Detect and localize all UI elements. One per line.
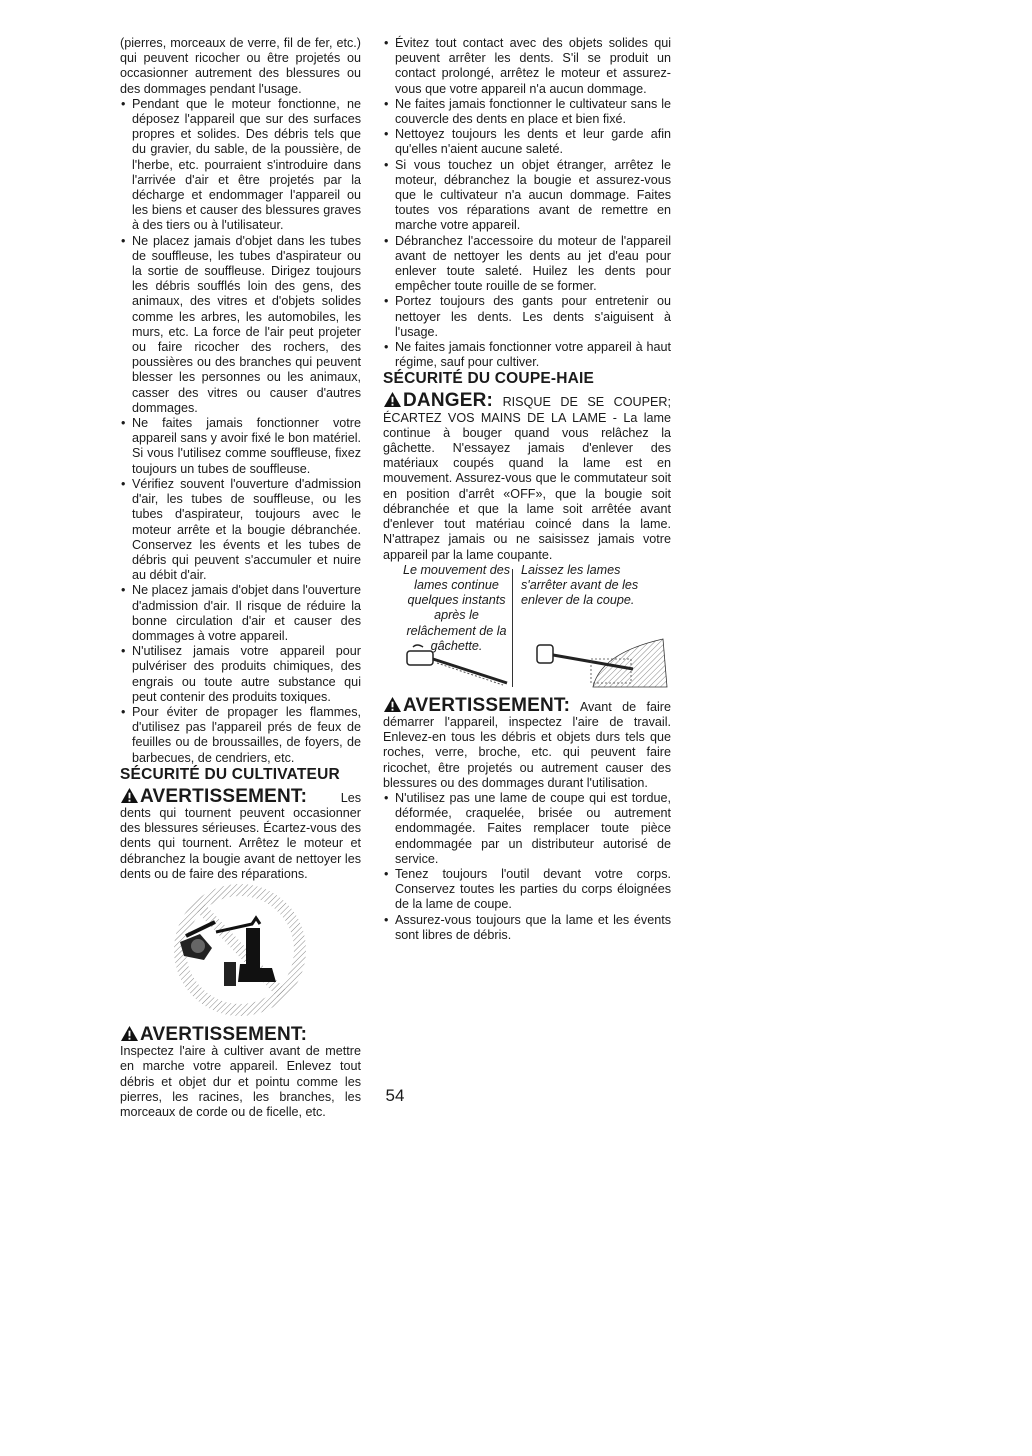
list-item: • Ne placez jamais d'objet dans les tubes de souffleuse, les tubes d'aspirateur ou la sortie de souffleuse. Dirigez toujours les débris soufflés loin des gens, des animaux, des vitres et d'objets solides comme les arbres, les automobiles, les murs, etc. La force de l'air peut projeter ou faire ricocher des rochers, des poussières ou des branches qui peuvent blesser les personnes ou les animaux, casser des vitres ou causer d'autres dommages. (120, 234, 361, 416)
list-item: • Vérifiez souvent l'ouverture d'admission d'air, les tubes de souffleuse, ou les tubes d'aspirateur, toujours avec le moteur arrête et la bougie débranchée. Conservez les évents et les tubes de débris qui peuvent s'accumuler et nuire au débit d'air. (120, 477, 361, 583)
warning-text: Les dents qui tournent peuvent occasionner des blessures sérieuses. Écartez-vous des dents qui tournent. Arrêtez le moteur et débranchez la bougie avant de nettoyer les dents ou de faire des réparations. (120, 790, 361, 881)
list-item: • Évitez tout contact avec des objets solides qui peuvent arrêter les dents. S'il se produit un contact prolongé, arrêtez le moteur et assurez-vous que votre appareil n'a aucun dommage. (383, 36, 671, 97)
list-item: • Tenez toujours l'outil devant votre corps. Conservez toutes les parties du corps éloignées de la lame de coupe. (383, 867, 671, 913)
list-item: • N'utilisez jamais votre appareil pour pulvériser des produits chimiques, des engrais ou toute autre substance qui peut contenir des produits toxiques. (120, 644, 361, 705)
list-item: • Si vous touchez un objet étranger, arrêtez le moteur, débranchez la bougie et assurez-vous que le cultivateur n'a aucun dommage. Faites toutes vos réparations avant de remettre en marche votre appareil. (383, 158, 671, 234)
right-column (383, 36, 671, 943)
warning-triangle-icon (383, 391, 402, 408)
warning-triangle-icon (120, 787, 139, 804)
cultivator-safety-heading: SÉCURITÉ DU CULTIVATEUR (120, 765, 340, 783)
page-number: 54 (385, 1086, 405, 1105)
blade-motion-caption: Le mouvement des lames continue quelques instants après le relâchement de la gâchette. (402, 562, 511, 653)
cultivator-safety-list (383, 36, 671, 370)
blade-stop-caption: Laissez les lames s'arrêter avant de les enlever de la coupe. (521, 562, 639, 608)
list-item: • Pour éviter de propager les flammes, d'utilisez pas l'appareil prés de feux de feuilles ou de broussailles, de foyers, de barbecues, de cendriers, etc. (120, 705, 361, 766)
hedge-trimmer-warning (383, 696, 671, 791)
blower-safety-list (120, 97, 361, 766)
hedge-cutting-icon (533, 633, 669, 691)
warning-text: Avant de faire démarrer l'appareil, inspectez l'aire de travail. Enlevez-en tous les débris et objets durs tels que roches, verre, broche, etc. qui peuvent faire ricochet, être projetés ou autrement causer des blessures ou des dommages durant l'utilisation. (383, 699, 672, 790)
list-item: • Ne faites jamais fonctionner votre appareil sans y avoir fixé le bon matériel. Si vous l'utilisez comme souffleuse, fixez toujours un tubes de souffleuse. (120, 416, 361, 477)
list-item: • Pendant que le moteur fonctionne, ne déposez l'appareil que sur des surfaces propres et solides. Des débris tels que du gravier, du sable, de la poussière, de l'herbe, etc. pourraient s'introduire dans l'arrivée d'air et être projetés par la décharge et endommager l'appareil ou les biens et causer des blessures graves à des tiers ou à l'utilisateur. (120, 97, 361, 234)
list-item: • Ne faites jamais fonctionner le cultivateur sans le couvercle des dents en place et bien fixé. (383, 97, 671, 127)
warning-triangle-icon (120, 1025, 139, 1042)
warning-text: Inspectez l'aire à cultiver avant de mettre en marche votre appareil. Enlevez tout débris et objet dur et pointu comme les pierres, les racines, les branches, les morceaux de corde ou de ficelle, etc. (120, 1044, 361, 1119)
no-hand-near-tines-illustration (120, 882, 361, 1022)
hedge-trimmer-safety-list (383, 791, 671, 943)
warning-label: AVERTISSEMENT: (140, 785, 308, 807)
warning-triangle-icon (383, 696, 402, 713)
list-item: • Portez toujours des gants pour entretenir ou nettoyer les dents. Les dents s'aiguisent à l'usage. (383, 294, 671, 340)
list-item: • Nettoyez toujours les dents et leur garde afin qu'elles n'aient aucune saleté. (383, 127, 671, 157)
hedge-trimmer-icon (403, 643, 513, 689)
hedge-trimmer-danger (383, 391, 671, 562)
list-item: • Ne faites jamais fonctionner votre appareil à haut régime, sauf pour cultiver. (383, 340, 671, 370)
list-item: • Débranchez l'accessoire du moteur de l'appareil avant de nettoyer les dents au jet d'eau pour enlever toute saleté. Huilez les dents pour empêcher toute rouille de se former. (383, 234, 671, 295)
cultivator-warning-1 (120, 787, 361, 882)
list-item: • Ne placez jamais d'objet dans l'ouverture d'admission d'air. Il risque de réduire la bonne circulation d'air et causer des dommages à votre appareil. (120, 583, 361, 644)
left-column (120, 36, 361, 1120)
danger-label: DANGER: (403, 390, 494, 412)
list-item: • Assurez-vous toujours que la lame et les évents sont libres de débris. (383, 913, 671, 943)
warning-label: AVERTISSEMENT: (403, 694, 571, 716)
left-intro-text: (pierres, morceaux de verre, fil de fer, etc.) qui peuvent ricocher ou être projetés ou occasionner autrement des blessures ou des dommages pendant l'usage. (120, 36, 361, 96)
list-item: • N'utilisez pas une lame de coupe qui est tordue, déformée, craquelée, brisée ou autrement endommagée. Faites remplacer toute pièce endommagée par un distributeur autorisé de service. (383, 791, 671, 867)
danger-text: RISQUE DE SE COUPER; ÉCARTEZ VOS MAINS DE LA LAME - La lame continue à bouger quand vous relâchez la gâchette. N'essayez jamais d'enlever des matériaux coupés quand la lame est en mouvement. Assurez-vous que le commutateur soit en position d'arrêt «OFF», que la bougie soit débranchée et que la lame soit arrêtée avant d'enlever tout matériau coincé dans la lame. N'attrapez jamais ou ne saisissez jamais votre appareil par la lame coupante. (383, 395, 671, 562)
warning-label: AVERTISSEMENT: (140, 1023, 308, 1045)
hedge-trimmer-illustrations (383, 563, 671, 693)
hedge-trimmer-safety-heading: SÉCURITÉ DU COUPE-HAIE (383, 370, 595, 388)
